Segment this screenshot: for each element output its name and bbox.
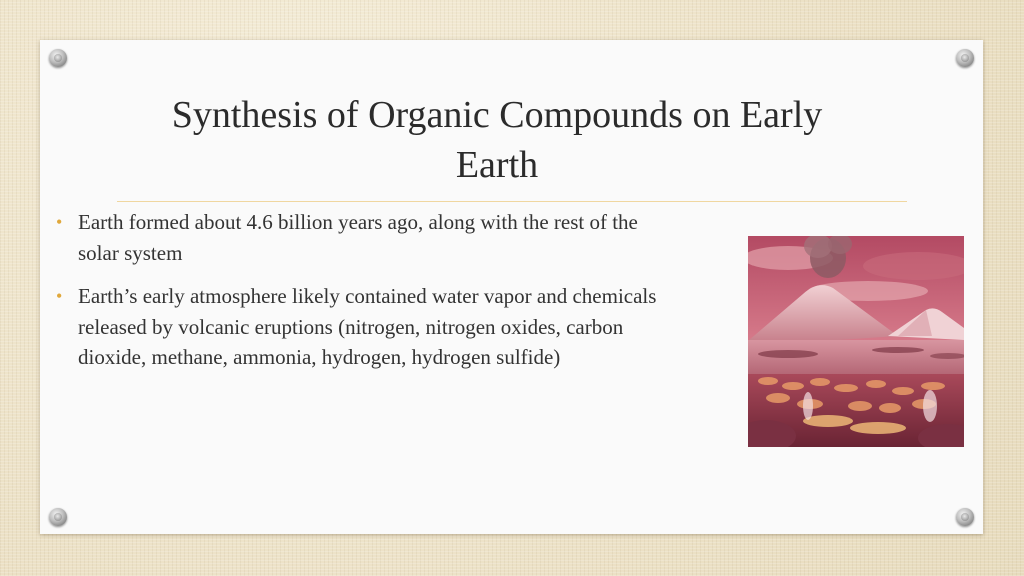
pin-icon — [956, 508, 974, 526]
bullet-marker: • — [56, 286, 63, 306]
bullet-text: Earth’s early atmosphere likely contained water vapor and chemicals released by volcanic eruptions (nitrogen, nitrogen oxides, carbon dioxide, methane, ammonia, hydrogen, hydrogen sulfide) — [78, 284, 657, 369]
slide-title: Synthesis of Organic Compounds on Early Earth — [171, 94, 823, 186]
bullet-list — [54, 207, 674, 386]
pin-icon — [49, 508, 67, 526]
bullet-item — [54, 207, 674, 268]
volcano-scene-image — [748, 236, 964, 447]
pin-icon — [956, 49, 974, 67]
slide-card — [40, 40, 983, 534]
pin-icon — [49, 49, 67, 67]
early-earth-illustration — [748, 236, 964, 447]
bullet-marker: • — [56, 212, 63, 232]
bullet-text: Earth formed about 4.6 billion years ago, along with the rest of the solar system — [78, 210, 638, 265]
bullet-item — [54, 281, 674, 373]
title-divider — [117, 201, 907, 202]
